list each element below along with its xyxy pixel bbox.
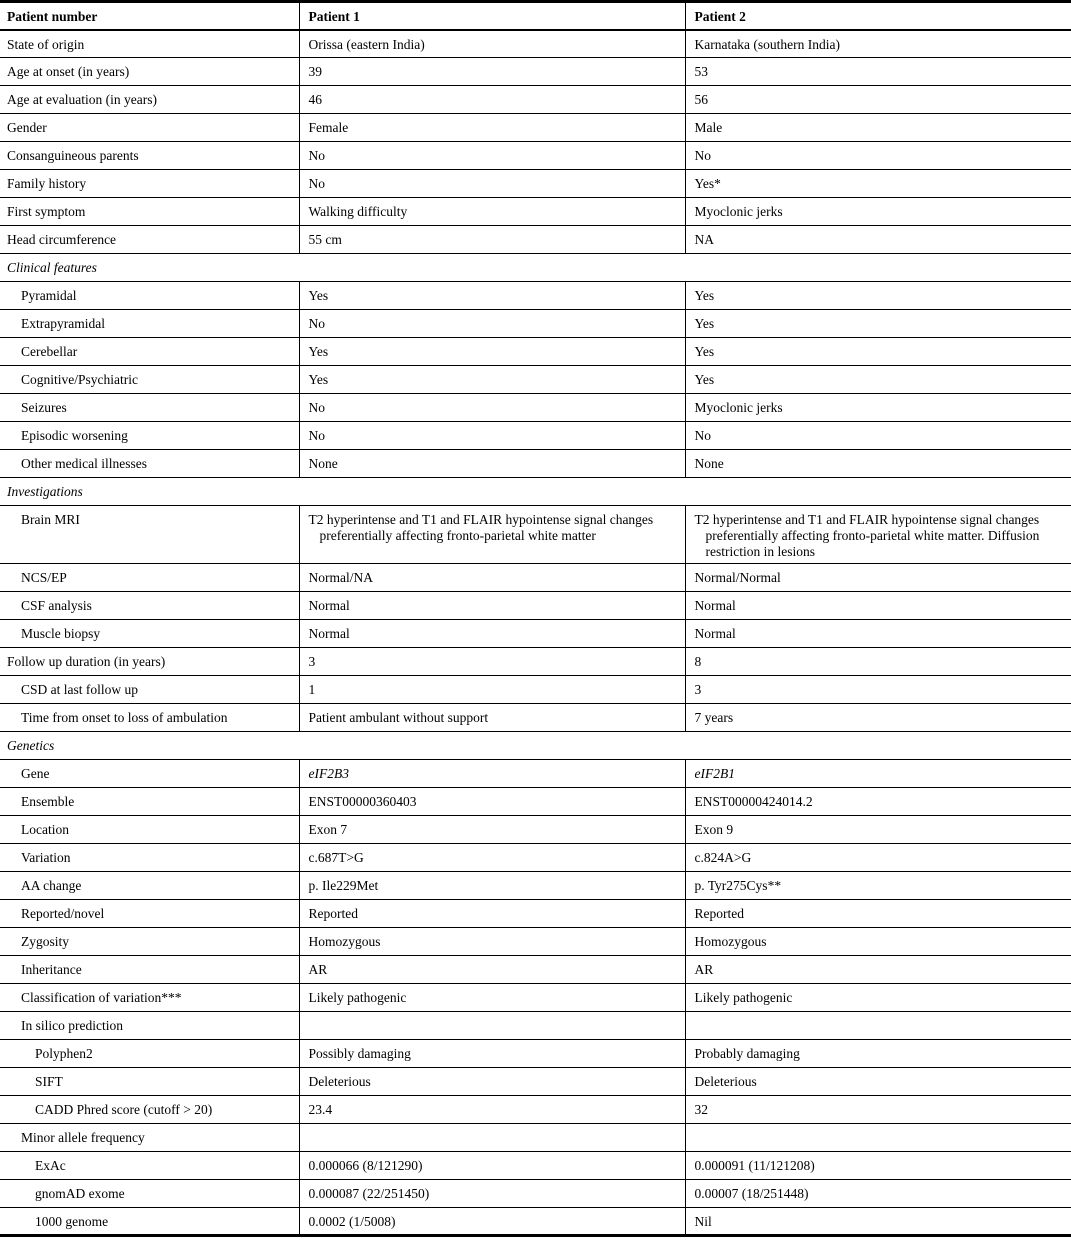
cell-patient-2: eIF2B1 — [685, 760, 1071, 788]
cell-patient-1: Patient ambulant without support — [299, 704, 685, 732]
row-label: Ensemble — [0, 788, 299, 816]
row-label: Variation — [0, 844, 299, 872]
table-row — [0, 844, 1071, 872]
cell-patient-2: Yes — [685, 282, 1071, 310]
cell-patient-2: Likely pathogenic — [685, 984, 1071, 1012]
cell-patient-2: Normal — [685, 620, 1071, 648]
cell-patient-1: p. Ile229Met — [299, 872, 685, 900]
row-label: Minor allele frequency — [0, 1124, 299, 1152]
table-row — [0, 1040, 1071, 1068]
section-label: Clinical features — [0, 254, 1071, 282]
cell-patient-2: c.824A>G — [685, 844, 1071, 872]
cell-patient-2: Yes — [685, 310, 1071, 338]
cell-patient-1: No — [299, 394, 685, 422]
cell-patient-1: 55 cm — [299, 226, 685, 254]
row-label: Other medical illnesses — [0, 450, 299, 478]
header-row — [0, 2, 1071, 30]
cell-patient-2: Yes — [685, 338, 1071, 366]
cell-patient-2: Homozygous — [685, 928, 1071, 956]
table-row — [0, 760, 1071, 788]
row-label: CSF analysis — [0, 592, 299, 620]
cell-patient-1: T2 hyperintense and T1 and FLAIR hypointense signal changes preferentially affecting fronto-parietal white matter — [299, 506, 685, 564]
cell-patient-2: p. Tyr275Cys** — [685, 872, 1071, 900]
row-label: Brain MRI — [0, 506, 299, 564]
cell-patient-1: 1 — [299, 676, 685, 704]
cell-patient-2: Karnataka (southern India) — [685, 30, 1071, 58]
section-row — [0, 254, 1071, 282]
cell-patient-2: 56 — [685, 86, 1071, 114]
cell-patient-1: Yes — [299, 282, 685, 310]
cell-patient-2: 0.000091 (11/121208) — [685, 1152, 1071, 1180]
cell-patient-1: Reported — [299, 900, 685, 928]
table-row — [0, 1012, 1071, 1040]
table-row — [0, 506, 1071, 564]
table-row — [0, 872, 1071, 900]
cell-patient-1: c.687T>G — [299, 844, 685, 872]
cell-patient-2: Myoclonic jerks — [685, 394, 1071, 422]
cell-patient-2: 7 years — [685, 704, 1071, 732]
cell-patient-2: T2 hyperintense and T1 and FLAIR hypointense signal changes preferentially affecting fronto-parietal white matter. Diffusion restriction in lesions — [685, 506, 1071, 564]
row-label: 1000 genome — [0, 1208, 299, 1236]
row-label: Cognitive/Psychiatric — [0, 366, 299, 394]
cell-patient-1: eIF2B3 — [299, 760, 685, 788]
row-label: NCS/EP — [0, 564, 299, 592]
table-row — [0, 900, 1071, 928]
row-label: State of origin — [0, 30, 299, 58]
row-label: Time from onset to loss of ambulation — [0, 704, 299, 732]
row-label: CSD at last follow up — [0, 676, 299, 704]
table-row — [0, 422, 1071, 450]
cell-patient-1: Orissa (eastern India) — [299, 30, 685, 58]
table-row — [0, 338, 1071, 366]
table-row — [0, 58, 1071, 86]
cell-patient-1: Walking difficulty — [299, 198, 685, 226]
header-patient-1: Patient 1 — [299, 2, 685, 30]
table-row — [0, 1208, 1071, 1236]
row-label: Muscle biopsy — [0, 620, 299, 648]
cell-patient-1: Deleterious — [299, 1068, 685, 1096]
cell-patient-2: 53 — [685, 58, 1071, 86]
cell-patient-1: Yes — [299, 338, 685, 366]
cell-patient-2: ENST00000424014.2 — [685, 788, 1071, 816]
row-label: Episodic worsening — [0, 422, 299, 450]
cell-patient-2: Yes — [685, 366, 1071, 394]
cell-patient-1: Normal — [299, 592, 685, 620]
cell-patient-1: Female — [299, 114, 685, 142]
table-row — [0, 1180, 1071, 1208]
cell-patient-2: Yes* — [685, 170, 1071, 198]
cell-patient-2: None — [685, 450, 1071, 478]
cell-patient-2: Male — [685, 114, 1071, 142]
row-label: Gene — [0, 760, 299, 788]
section-row — [0, 732, 1071, 760]
cell-patient-1: No — [299, 170, 685, 198]
row-label: Cerebellar — [0, 338, 299, 366]
table-row — [0, 592, 1071, 620]
table-row — [0, 142, 1071, 170]
table-row — [0, 366, 1071, 394]
cell-patient-2: 8 — [685, 648, 1071, 676]
row-label: Reported/novel — [0, 900, 299, 928]
table-row — [0, 928, 1071, 956]
table-body — [0, 30, 1071, 1236]
row-label: Age at onset (in years) — [0, 58, 299, 86]
table-row — [0, 620, 1071, 648]
table-row — [0, 984, 1071, 1012]
cell-patient-2 — [685, 1124, 1071, 1152]
table-row — [0, 1124, 1071, 1152]
table-row — [0, 226, 1071, 254]
row-label: In silico prediction — [0, 1012, 299, 1040]
table-row — [0, 816, 1071, 844]
row-label: First symptom — [0, 198, 299, 226]
cell-patient-1 — [299, 1012, 685, 1040]
cell-patient-1: 0.000066 (8/121290) — [299, 1152, 685, 1180]
cell-patient-1: AR — [299, 956, 685, 984]
row-label: Location — [0, 816, 299, 844]
table-row — [0, 564, 1071, 592]
table-row — [0, 282, 1071, 310]
cell-patient-2: Exon 9 — [685, 816, 1071, 844]
cell-patient-1: 23.4 — [299, 1096, 685, 1124]
table-row — [0, 648, 1071, 676]
row-label: Follow up duration (in years) — [0, 648, 299, 676]
cell-patient-2 — [685, 1012, 1071, 1040]
table-row — [0, 198, 1071, 226]
table-row — [0, 394, 1071, 422]
section-row — [0, 478, 1071, 506]
cell-patient-2: NA — [685, 226, 1071, 254]
table-row — [0, 676, 1071, 704]
section-label: Genetics — [0, 732, 1071, 760]
section-label: Investigations — [0, 478, 1071, 506]
cell-patient-2: Reported — [685, 900, 1071, 928]
header-patient-number: Patient number — [0, 2, 299, 30]
cell-patient-2: Normal/Normal — [685, 564, 1071, 592]
cell-patient-1: Yes — [299, 366, 685, 394]
cell-patient-1: Homozygous — [299, 928, 685, 956]
cell-patient-2: 0.00007 (18/251448) — [685, 1180, 1071, 1208]
row-label: Age at evaluation (in years) — [0, 86, 299, 114]
cell-patient-1: Exon 7 — [299, 816, 685, 844]
table-row — [0, 1152, 1071, 1180]
header-patient-2: Patient 2 — [685, 2, 1071, 30]
row-label: Head circumference — [0, 226, 299, 254]
table-row — [0, 1096, 1071, 1124]
table-row — [0, 114, 1071, 142]
cell-patient-2: Nil — [685, 1208, 1071, 1236]
table-row — [0, 310, 1071, 338]
row-label: AA change — [0, 872, 299, 900]
cell-patient-1: No — [299, 422, 685, 450]
row-label: ExAc — [0, 1152, 299, 1180]
row-label: Classification of variation*** — [0, 984, 299, 1012]
cell-patient-1: ENST00000360403 — [299, 788, 685, 816]
row-label: Pyramidal — [0, 282, 299, 310]
row-label: CADD Phred score (cutoff > 20) — [0, 1096, 299, 1124]
cell-patient-2: No — [685, 422, 1071, 450]
cell-patient-2: 32 — [685, 1096, 1071, 1124]
table-row — [0, 86, 1071, 114]
cell-patient-1: 46 — [299, 86, 685, 114]
cell-patient-2: 3 — [685, 676, 1071, 704]
cell-patient-2: Probably damaging — [685, 1040, 1071, 1068]
row-label: Inheritance — [0, 956, 299, 984]
cell-patient-1: 39 — [299, 58, 685, 86]
table-row — [0, 704, 1071, 732]
cell-patient-1: No — [299, 142, 685, 170]
table-row — [0, 450, 1071, 478]
row-label: Consanguineous parents — [0, 142, 299, 170]
cell-patient-2: AR — [685, 956, 1071, 984]
cell-patient-2: Deleterious — [685, 1068, 1071, 1096]
cell-patient-2: Normal — [685, 592, 1071, 620]
cell-patient-2: Myoclonic jerks — [685, 198, 1071, 226]
table-row — [0, 170, 1071, 198]
row-label: Seizures — [0, 394, 299, 422]
row-label: Gender — [0, 114, 299, 142]
row-label: SIFT — [0, 1068, 299, 1096]
cell-patient-1 — [299, 1124, 685, 1152]
row-label: Polyphen2 — [0, 1040, 299, 1068]
table-row — [0, 788, 1071, 816]
cell-patient-1: 0.000087 (22/251450) — [299, 1180, 685, 1208]
cell-patient-1: Normal — [299, 620, 685, 648]
cell-patient-1: Likely pathogenic — [299, 984, 685, 1012]
row-label: Family history — [0, 170, 299, 198]
cell-patient-1: Normal/NA — [299, 564, 685, 592]
row-label: Zygosity — [0, 928, 299, 956]
cell-patient-1: 3 — [299, 648, 685, 676]
cell-patient-1: No — [299, 310, 685, 338]
row-label: Extrapyramidal — [0, 310, 299, 338]
cell-patient-1: Possibly damaging — [299, 1040, 685, 1068]
cell-patient-2: No — [685, 142, 1071, 170]
cell-patient-1: 0.0002 (1/5008) — [299, 1208, 685, 1236]
row-label: gnomAD exome — [0, 1180, 299, 1208]
cell-patient-1: None — [299, 450, 685, 478]
table-row — [0, 1068, 1071, 1096]
table-row — [0, 956, 1071, 984]
table-row — [0, 30, 1071, 58]
